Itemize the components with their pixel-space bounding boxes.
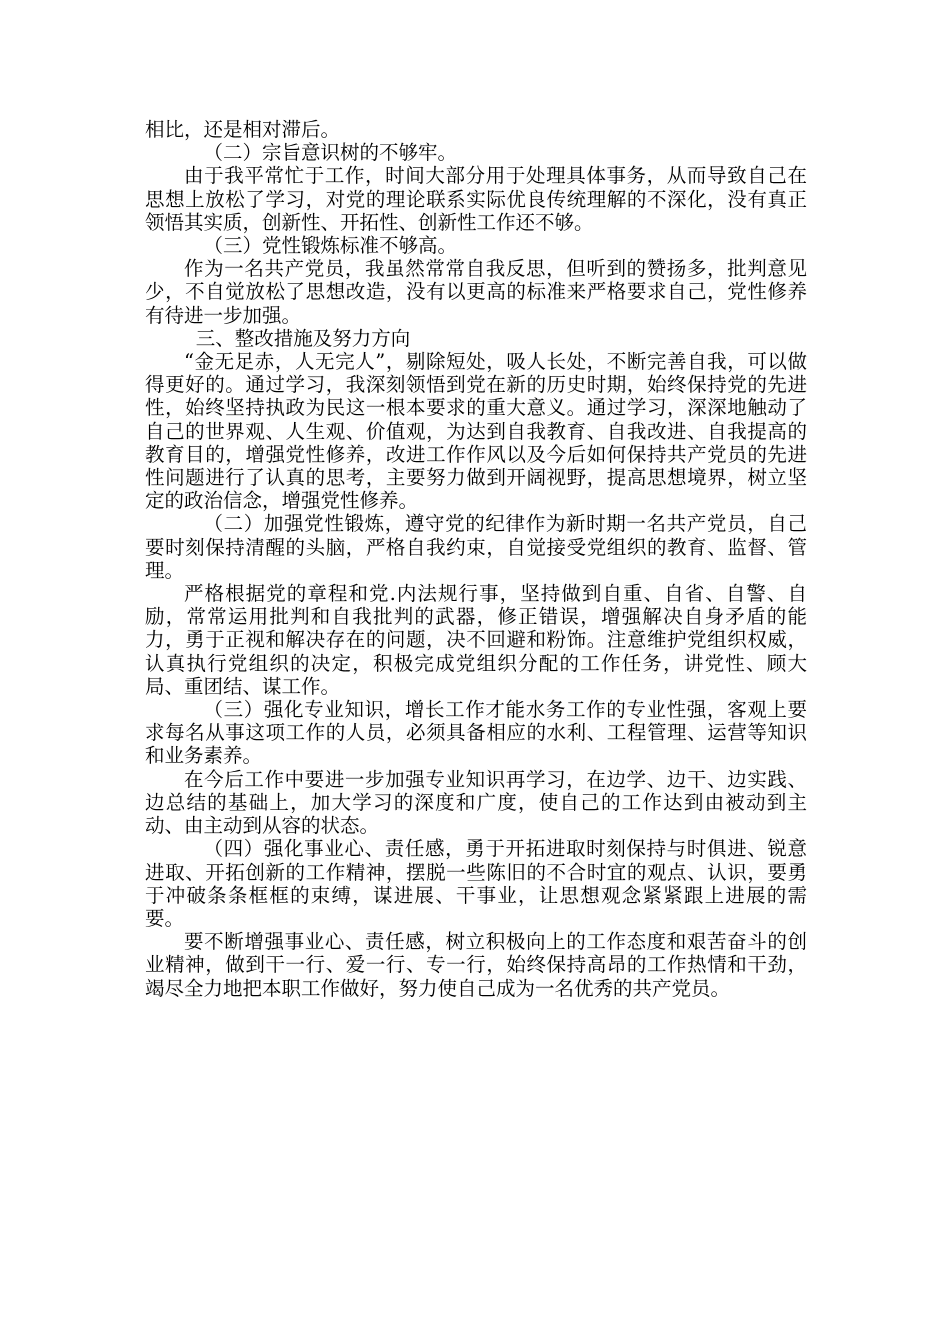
paragraph: 由于我平常忙于工作，时间大部分用于处理具体事务，从而导致自己在思想上放松了学习，对党的理论联系实际优良传统理解的不深化，没有真正领悟其实质，创新性、开拓性、创新性工作还不够。 <box>145 164 807 234</box>
section-heading-rectification: 三、整改措施及努力方向 <box>195 326 411 350</box>
subheading-professional-knowledge: （三）强化专业知识，增长工作才能水务工作的专业性强，客观上要求每名从事这项工作的人员，必须具备相应的水利、工程管理、运营等知识和业务素养。 <box>145 698 807 768</box>
paragraph: 作为一名共产党员，我虽然常常自我反思，但听到的赞扬多，批判意见少，不自觉放松了思想改造，没有以更高的标准来严格要求自己，党性修养有待进一步加强。 <box>145 257 807 327</box>
paragraph: 严格根据党的章程和党.内法规行事，坚持做到自重、自省、自警、自励，常常运用批判和自我批判的武器，修正错误，增强解决自身矛盾的能力，勇于正视和解决存在的问题，决不回避和粉饰。注意维护党组织权威，认真执行党组织的决定，积极完成党组织分配的工作任务，讲党性、顾大局、重团结、谋工作。 <box>145 582 807 698</box>
subheading-dedication-responsibility: （四）强化事业心、责任感，勇于开拓进取时刻保持与时俱进、锐意进取、开拓创新的工作精神，摆脱一些陈旧的不合时宜的观点、认识，要勇于冲破条条框框的束缚，谋进展、干事业，让思想观念紧紧跟上进展的需要。 <box>145 837 807 930</box>
subheading-party-spirit-standard: （三）党性锻炼标准不够高。 <box>203 234 458 258</box>
subheading-purpose-awareness: （二）宗旨意识树的不够牢。 <box>203 141 458 165</box>
paragraph-continuation: 相比，还是相对滞后。 <box>145 118 341 141</box>
paragraph: 在今后工作中要进一步加强专业知识再学习，在边学、边干、边实践、边总结的基础上，加大学习的深度和广度，使自己的工作达到由被动到主动、由主动到从容的状态。 <box>145 767 807 838</box>
paragraph: “金无足赤，人无完人”，剔除短处，吸人长处，不断完善自我，可以做得更好的。通过学习，我深刻领悟到党在新的历史时期，始终保持党的先进性，始终坚持执政为民这一根本要求的重大意义。通过学习，深深地触动了自己的世界观、人生观、价值观，为达到自我教育、自我改进、自我提高的教育目的，增强党性修养，改进工作作风以及今后如何保持共产党员的先进性问题进行了认真的思考，主要努力做到开阔视野，提高思想境界，树立坚定的政治信念，增强党性修养。 <box>145 350 807 513</box>
subheading-strengthen-party-spirit: （二）加强党性锻炼，遵守党的纪律作为新时期一名共产党员，自己要时刻保持清醒的头脑，严格自我约束，自觉接受党组织的教育、监督、管理。 <box>145 512 807 582</box>
document-body <box>145 118 807 1000</box>
paragraph: 要不断增强事业心、责任感，树立积极向上的工作态度和艰苦奋斗的创业精神，做到干一行、爱一行、专一行，始终保持高昂的工作热情和干劲，竭尽全力地把本职工作做好，努力使自己成为一名优秀的共产党员。 <box>145 930 807 1000</box>
